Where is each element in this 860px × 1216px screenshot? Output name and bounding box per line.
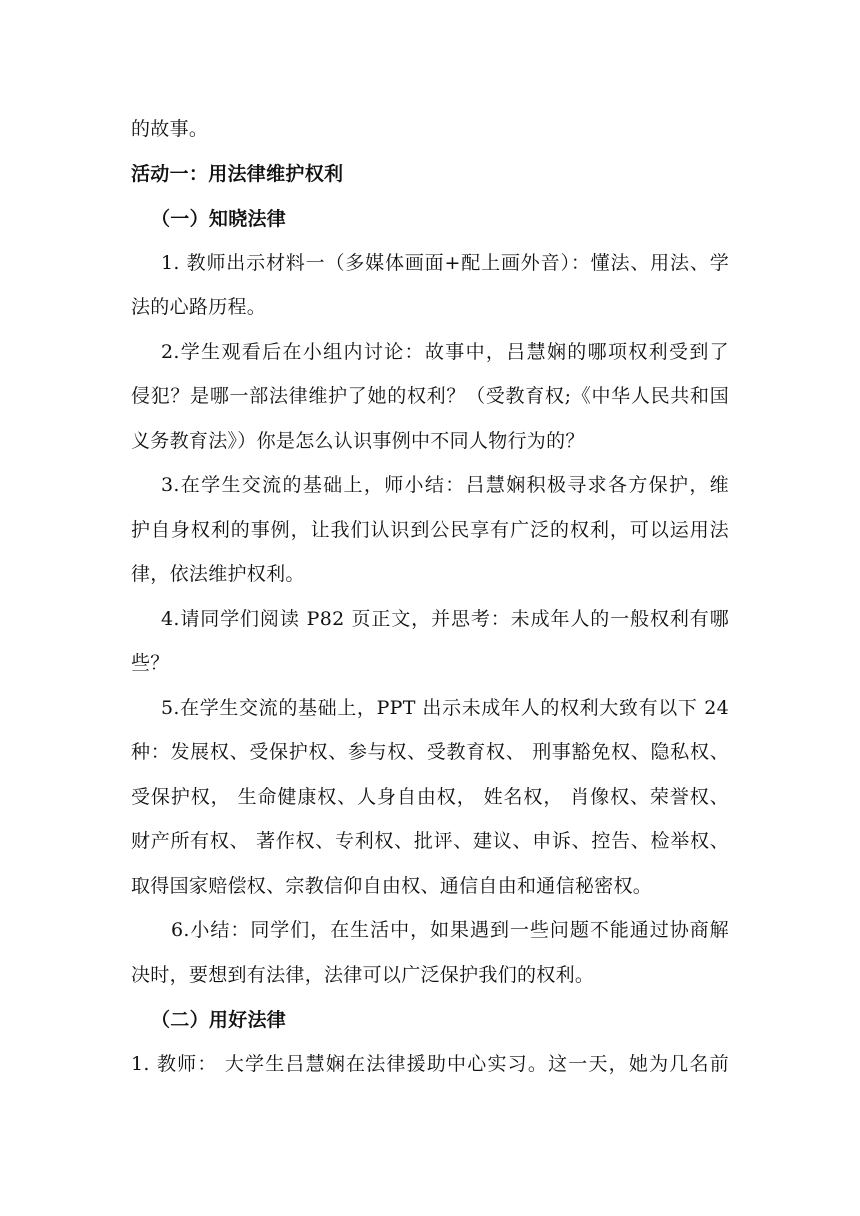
text-line-11: 律，依法维护权利。 xyxy=(131,563,305,585)
text-line-12: 4.请同学们阅读 P82 页正文，并思考：未成年人的一般权利有哪 xyxy=(161,608,729,630)
section-heading-activity-1: 活动一：用法律维护权利 xyxy=(131,163,344,185)
text-line-9: 3.在学生交流的基础上，师小结：吕慧娴积极寻求各方保护，维 xyxy=(161,474,729,496)
text-line-18: 取得国家赔偿权、宗教信仰自由权、通信自由和通信秘密权。 xyxy=(131,875,653,897)
text-line-22: 1. 教师： 大学生吕慧娴在法律援助中心实习。这一天，她为几名前 xyxy=(131,1053,729,1075)
text-line-8: 义务教育法》）你是怎么认识事例中不同人物行为的？ xyxy=(131,430,585,452)
text-line-17: 财产所有权、 著作权、专利权、批评、建议、申诉、控告、检举权、 xyxy=(131,830,729,852)
text-line-13: 些？ xyxy=(131,652,170,674)
text-line-10: 护自身权利的事例，让我们认识到公民享有广泛的权利，可以运用法 xyxy=(131,519,729,541)
subsection-heading-2: （二）用好法律 xyxy=(151,1009,287,1031)
text-line-19: 6.小结：同学们，在生活中，如果遇到一些问题不能通过协商解 xyxy=(171,919,729,941)
text-line-15: 种：发展权、受保护权、参与权、受教育权、 刑事豁免权、隐私权、 xyxy=(131,741,729,763)
text-line-5: 法的心路历程。 xyxy=(131,296,267,318)
text-line-14: 5.在学生交流的基础上，PPT 出示未成年人的权利大致有以下 24 xyxy=(161,697,729,719)
text-line-1: 的故事。 xyxy=(131,118,209,140)
text-line-20: 决时，要想到有法律，法律可以广泛保护我们的权利。 xyxy=(131,964,595,986)
text-line-4: 1. 教师出示材料一（多媒体画面+配上画外音）：懂法、用法、学 xyxy=(161,252,729,274)
subsection-heading-1: （一）知晓法律 xyxy=(151,208,287,230)
text-line-6: 2.学生观看后在小组内讨论：故事中，吕慧娴的哪项权利受到了 xyxy=(161,341,729,363)
text-line-16: 受保护权， 生命健康权、人身自由权， 姓名权， 肖像权、荣誉权、 xyxy=(131,786,729,808)
text-line-7: 侵犯？是哪一部法律维护了她的权利？（受教育权;《中华人民共和国 xyxy=(131,385,729,407)
